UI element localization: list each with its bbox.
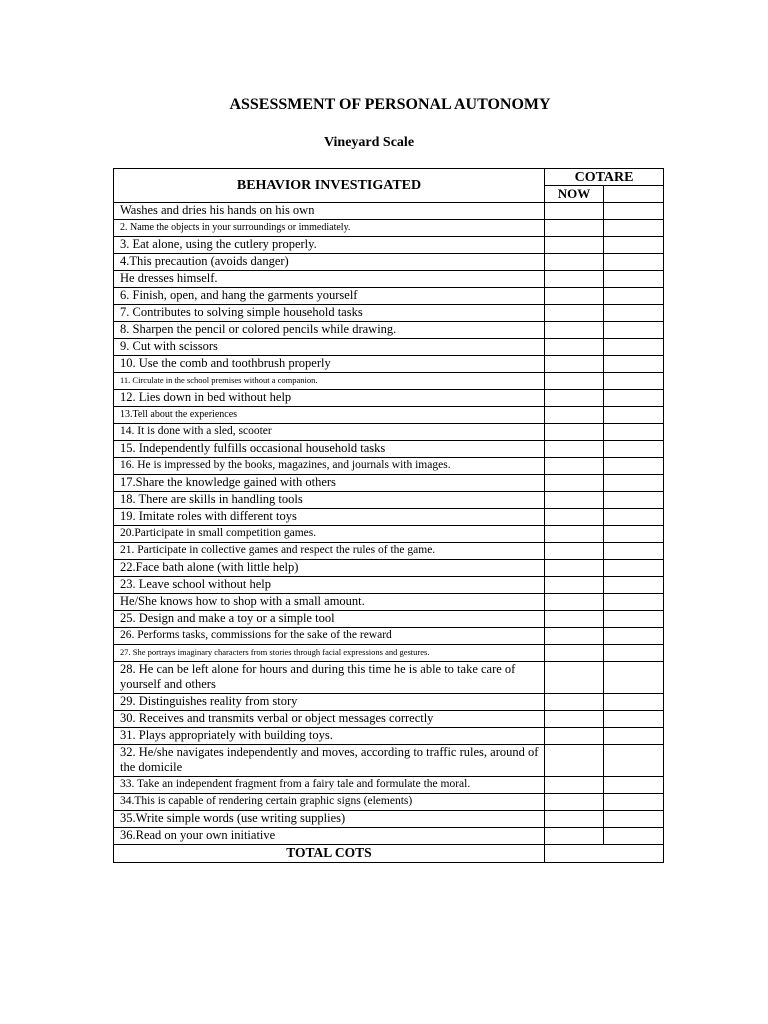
now-score-cell[interactable] xyxy=(545,339,604,356)
table-row xyxy=(114,390,664,407)
table-row xyxy=(114,828,664,845)
now-score-cell[interactable] xyxy=(545,645,604,662)
now-score-cell[interactable] xyxy=(545,694,604,711)
score-cell[interactable] xyxy=(604,475,664,492)
table-row xyxy=(114,662,664,694)
score-cell[interactable] xyxy=(604,645,664,662)
total-score-cell[interactable] xyxy=(545,845,664,863)
table-row xyxy=(114,526,664,543)
now-score-cell[interactable] xyxy=(545,526,604,543)
table-row xyxy=(114,305,664,322)
behavior-cell: 4.This precaution (avoids danger) xyxy=(114,254,545,271)
score-cell[interactable] xyxy=(604,390,664,407)
score-cell[interactable] xyxy=(604,828,664,845)
score-cell[interactable] xyxy=(604,745,664,777)
now-score-cell[interactable] xyxy=(545,373,604,390)
document-subtitle: Vineyard Scale xyxy=(323,135,415,150)
now-score-cell[interactable] xyxy=(545,220,604,237)
behavior-cell: 2. Name the objects in your surroundings or immediately. xyxy=(114,220,545,237)
score-cell[interactable] xyxy=(604,322,664,339)
score-cell[interactable] xyxy=(604,711,664,728)
score-cell[interactable] xyxy=(604,271,664,288)
behavior-cell: 14. It is done with a sled, scooter xyxy=(114,424,545,441)
now-score-cell[interactable] xyxy=(545,828,604,845)
behavior-cell: 25. Design and make a toy or a simple tool xyxy=(114,611,545,628)
table-row xyxy=(114,509,664,526)
score-cell[interactable] xyxy=(604,577,664,594)
score-cell[interactable] xyxy=(604,594,664,611)
now-score-cell[interactable] xyxy=(545,271,604,288)
now-score-cell[interactable] xyxy=(545,237,604,254)
header-behavior-investigated: BEHAVIOR INVESTIGATED xyxy=(114,169,545,203)
behavior-cell: 32. He/she navigates independently and moves, according to traffic rules, around of the domicile xyxy=(114,745,545,777)
score-cell[interactable] xyxy=(604,254,664,271)
behavior-cell: 27. She portrays imaginary characters from stories through facial expressions and gestures. xyxy=(114,645,545,662)
behavior-cell: 34.This is capable of rendering certain graphic signs (elements) xyxy=(114,794,545,811)
table-row xyxy=(114,577,664,594)
table-row xyxy=(114,745,664,777)
now-score-cell[interactable] xyxy=(545,390,604,407)
behavior-cell: 26. Performs tasks, commissions for the sake of the reward xyxy=(114,628,545,645)
score-cell[interactable] xyxy=(604,811,664,828)
score-cell[interactable] xyxy=(604,526,664,543)
table-row xyxy=(114,356,664,373)
table-row xyxy=(114,560,664,577)
table-row xyxy=(114,441,664,458)
now-score-cell[interactable] xyxy=(545,509,604,526)
score-cell[interactable] xyxy=(604,356,664,373)
now-score-cell[interactable] xyxy=(545,577,604,594)
behavior-cell: 19. Imitate roles with different toys xyxy=(114,509,545,526)
now-score-cell[interactable] xyxy=(545,560,604,577)
score-cell[interactable] xyxy=(604,441,664,458)
behavior-cell: 3. Eat alone, using the cutlery properly. xyxy=(114,237,545,254)
score-cell[interactable] xyxy=(604,728,664,745)
behavior-cell: 11. Circulate in the school premises without a companion. xyxy=(114,373,545,390)
now-score-cell[interactable] xyxy=(545,356,604,373)
behavior-cell: 9. Cut with scissors xyxy=(114,339,545,356)
score-cell[interactable] xyxy=(604,288,664,305)
score-cell[interactable] xyxy=(604,339,664,356)
score-cell[interactable] xyxy=(604,424,664,441)
assessment-table xyxy=(113,168,664,863)
table-header-row xyxy=(114,169,664,186)
header-blank-cell xyxy=(604,186,664,203)
table-row xyxy=(114,794,664,811)
now-score-cell[interactable] xyxy=(545,492,604,509)
behavior-cell: He/She knows how to shop with a small amount. xyxy=(114,594,545,611)
score-cell[interactable] xyxy=(604,694,664,711)
table-row xyxy=(114,424,664,441)
score-cell[interactable] xyxy=(604,373,664,390)
table-row xyxy=(114,645,664,662)
now-score-cell[interactable] xyxy=(545,424,604,441)
behavior-cell: He dresses himself. xyxy=(114,271,545,288)
behavior-cell: 17.Share the knowledge gained with others xyxy=(114,475,545,492)
behavior-cell: 16. He is impressed by the books, magazines, and journals with images. xyxy=(114,458,545,475)
score-cell[interactable] xyxy=(604,560,664,577)
table-row xyxy=(114,271,664,288)
now-score-cell[interactable] xyxy=(545,794,604,811)
table-row xyxy=(114,322,664,339)
total-row xyxy=(114,845,664,863)
table-row xyxy=(114,203,664,220)
score-cell[interactable] xyxy=(604,509,664,526)
now-score-cell[interactable] xyxy=(545,543,604,560)
table-row xyxy=(114,475,664,492)
score-cell[interactable] xyxy=(604,237,664,254)
behavior-cell: 10. Use the comb and toothbrush properly xyxy=(114,356,545,373)
document-title: ASSESSMENT OF PERSONAL AUTONOMY xyxy=(229,96,551,113)
behavior-cell: 30. Receives and transmits verbal or object messages correctly xyxy=(114,711,545,728)
table-row xyxy=(114,611,664,628)
score-cell[interactable] xyxy=(604,662,664,694)
table-row xyxy=(114,628,664,645)
score-cell[interactable] xyxy=(604,611,664,628)
score-cell[interactable] xyxy=(604,543,664,560)
score-cell[interactable] xyxy=(604,220,664,237)
score-cell[interactable] xyxy=(604,305,664,322)
table-row xyxy=(114,254,664,271)
total-cots-label: TOTAL COTS xyxy=(114,845,545,863)
table-row xyxy=(114,543,664,560)
table-row xyxy=(114,777,664,794)
now-score-cell[interactable] xyxy=(545,777,604,794)
score-cell[interactable] xyxy=(604,407,664,424)
behavior-cell: 22.Face bath alone (with little help) xyxy=(114,560,545,577)
table-row xyxy=(114,492,664,509)
behavior-cell: 33. Take an independent fragment from a fairy tale and formulate the moral. xyxy=(114,777,545,794)
behavior-cell: 15. Independently fulfills occasional household tasks xyxy=(114,441,545,458)
now-score-cell[interactable] xyxy=(545,811,604,828)
behavior-cell: 8. Sharpen the pencil or colored pencils while drawing. xyxy=(114,322,545,339)
now-score-cell[interactable] xyxy=(545,254,604,271)
behavior-cell: 18. There are skills in handling tools xyxy=(114,492,545,509)
now-score-cell[interactable] xyxy=(545,458,604,475)
now-score-cell[interactable] xyxy=(545,407,604,424)
now-score-cell[interactable] xyxy=(545,728,604,745)
now-score-cell[interactable] xyxy=(545,745,604,777)
table-row xyxy=(114,711,664,728)
table-row xyxy=(114,407,664,424)
now-score-cell[interactable] xyxy=(545,475,604,492)
behavior-cell: 13.Tell about the experiences xyxy=(114,407,545,424)
behavior-cell: 35.Write simple words (use writing supplies) xyxy=(114,811,545,828)
now-score-cell[interactable] xyxy=(545,628,604,645)
table-row xyxy=(114,811,664,828)
behavior-cell: 21. Participate in collective games and respect the rules of the game. xyxy=(114,543,545,560)
behavior-cell: 36.Read on your own initiative xyxy=(114,828,545,845)
table-row xyxy=(114,237,664,254)
table-row xyxy=(114,339,664,356)
behavior-cell: 28. He can be left alone for hours and during this time he is able to take care of yourself and others xyxy=(114,662,545,694)
score-cell[interactable] xyxy=(604,777,664,794)
behavior-cell: 7. Contributes to solving simple household tasks xyxy=(114,305,545,322)
now-score-cell[interactable] xyxy=(545,288,604,305)
now-score-cell[interactable] xyxy=(545,594,604,611)
now-score-cell[interactable] xyxy=(545,441,604,458)
table-row xyxy=(114,694,664,711)
now-score-cell[interactable] xyxy=(545,611,604,628)
table-row xyxy=(114,220,664,237)
score-cell[interactable] xyxy=(604,794,664,811)
header-now: NOW xyxy=(545,186,604,203)
now-score-cell[interactable] xyxy=(545,203,604,220)
behavior-cell: 6. Finish, open, and hang the garments yourself xyxy=(114,288,545,305)
behavior-cell: 29. Distinguishes reality from story xyxy=(114,694,545,711)
now-score-cell[interactable] xyxy=(545,322,604,339)
behavior-cell: 20.Participate in small competition games. xyxy=(114,526,545,543)
score-cell[interactable] xyxy=(604,203,664,220)
table-row xyxy=(114,373,664,390)
header-cotare: COTARE xyxy=(545,169,664,186)
now-score-cell[interactable] xyxy=(545,305,604,322)
behavior-cell: 31. Plays appropriately with building toys. xyxy=(114,728,545,745)
now-score-cell[interactable] xyxy=(545,662,604,694)
table-row xyxy=(114,458,664,475)
now-score-cell[interactable] xyxy=(545,711,604,728)
table-row xyxy=(114,728,664,745)
score-cell[interactable] xyxy=(604,458,664,475)
score-cell[interactable] xyxy=(604,628,664,645)
score-cell[interactable] xyxy=(604,492,664,509)
table-row xyxy=(114,288,664,305)
behavior-cell: Washes and dries his hands on his own xyxy=(114,203,545,220)
table-row xyxy=(114,594,664,611)
behavior-cell: 12. Lies down in bed without help xyxy=(114,390,545,407)
behavior-cell: 23. Leave school without help xyxy=(114,577,545,594)
